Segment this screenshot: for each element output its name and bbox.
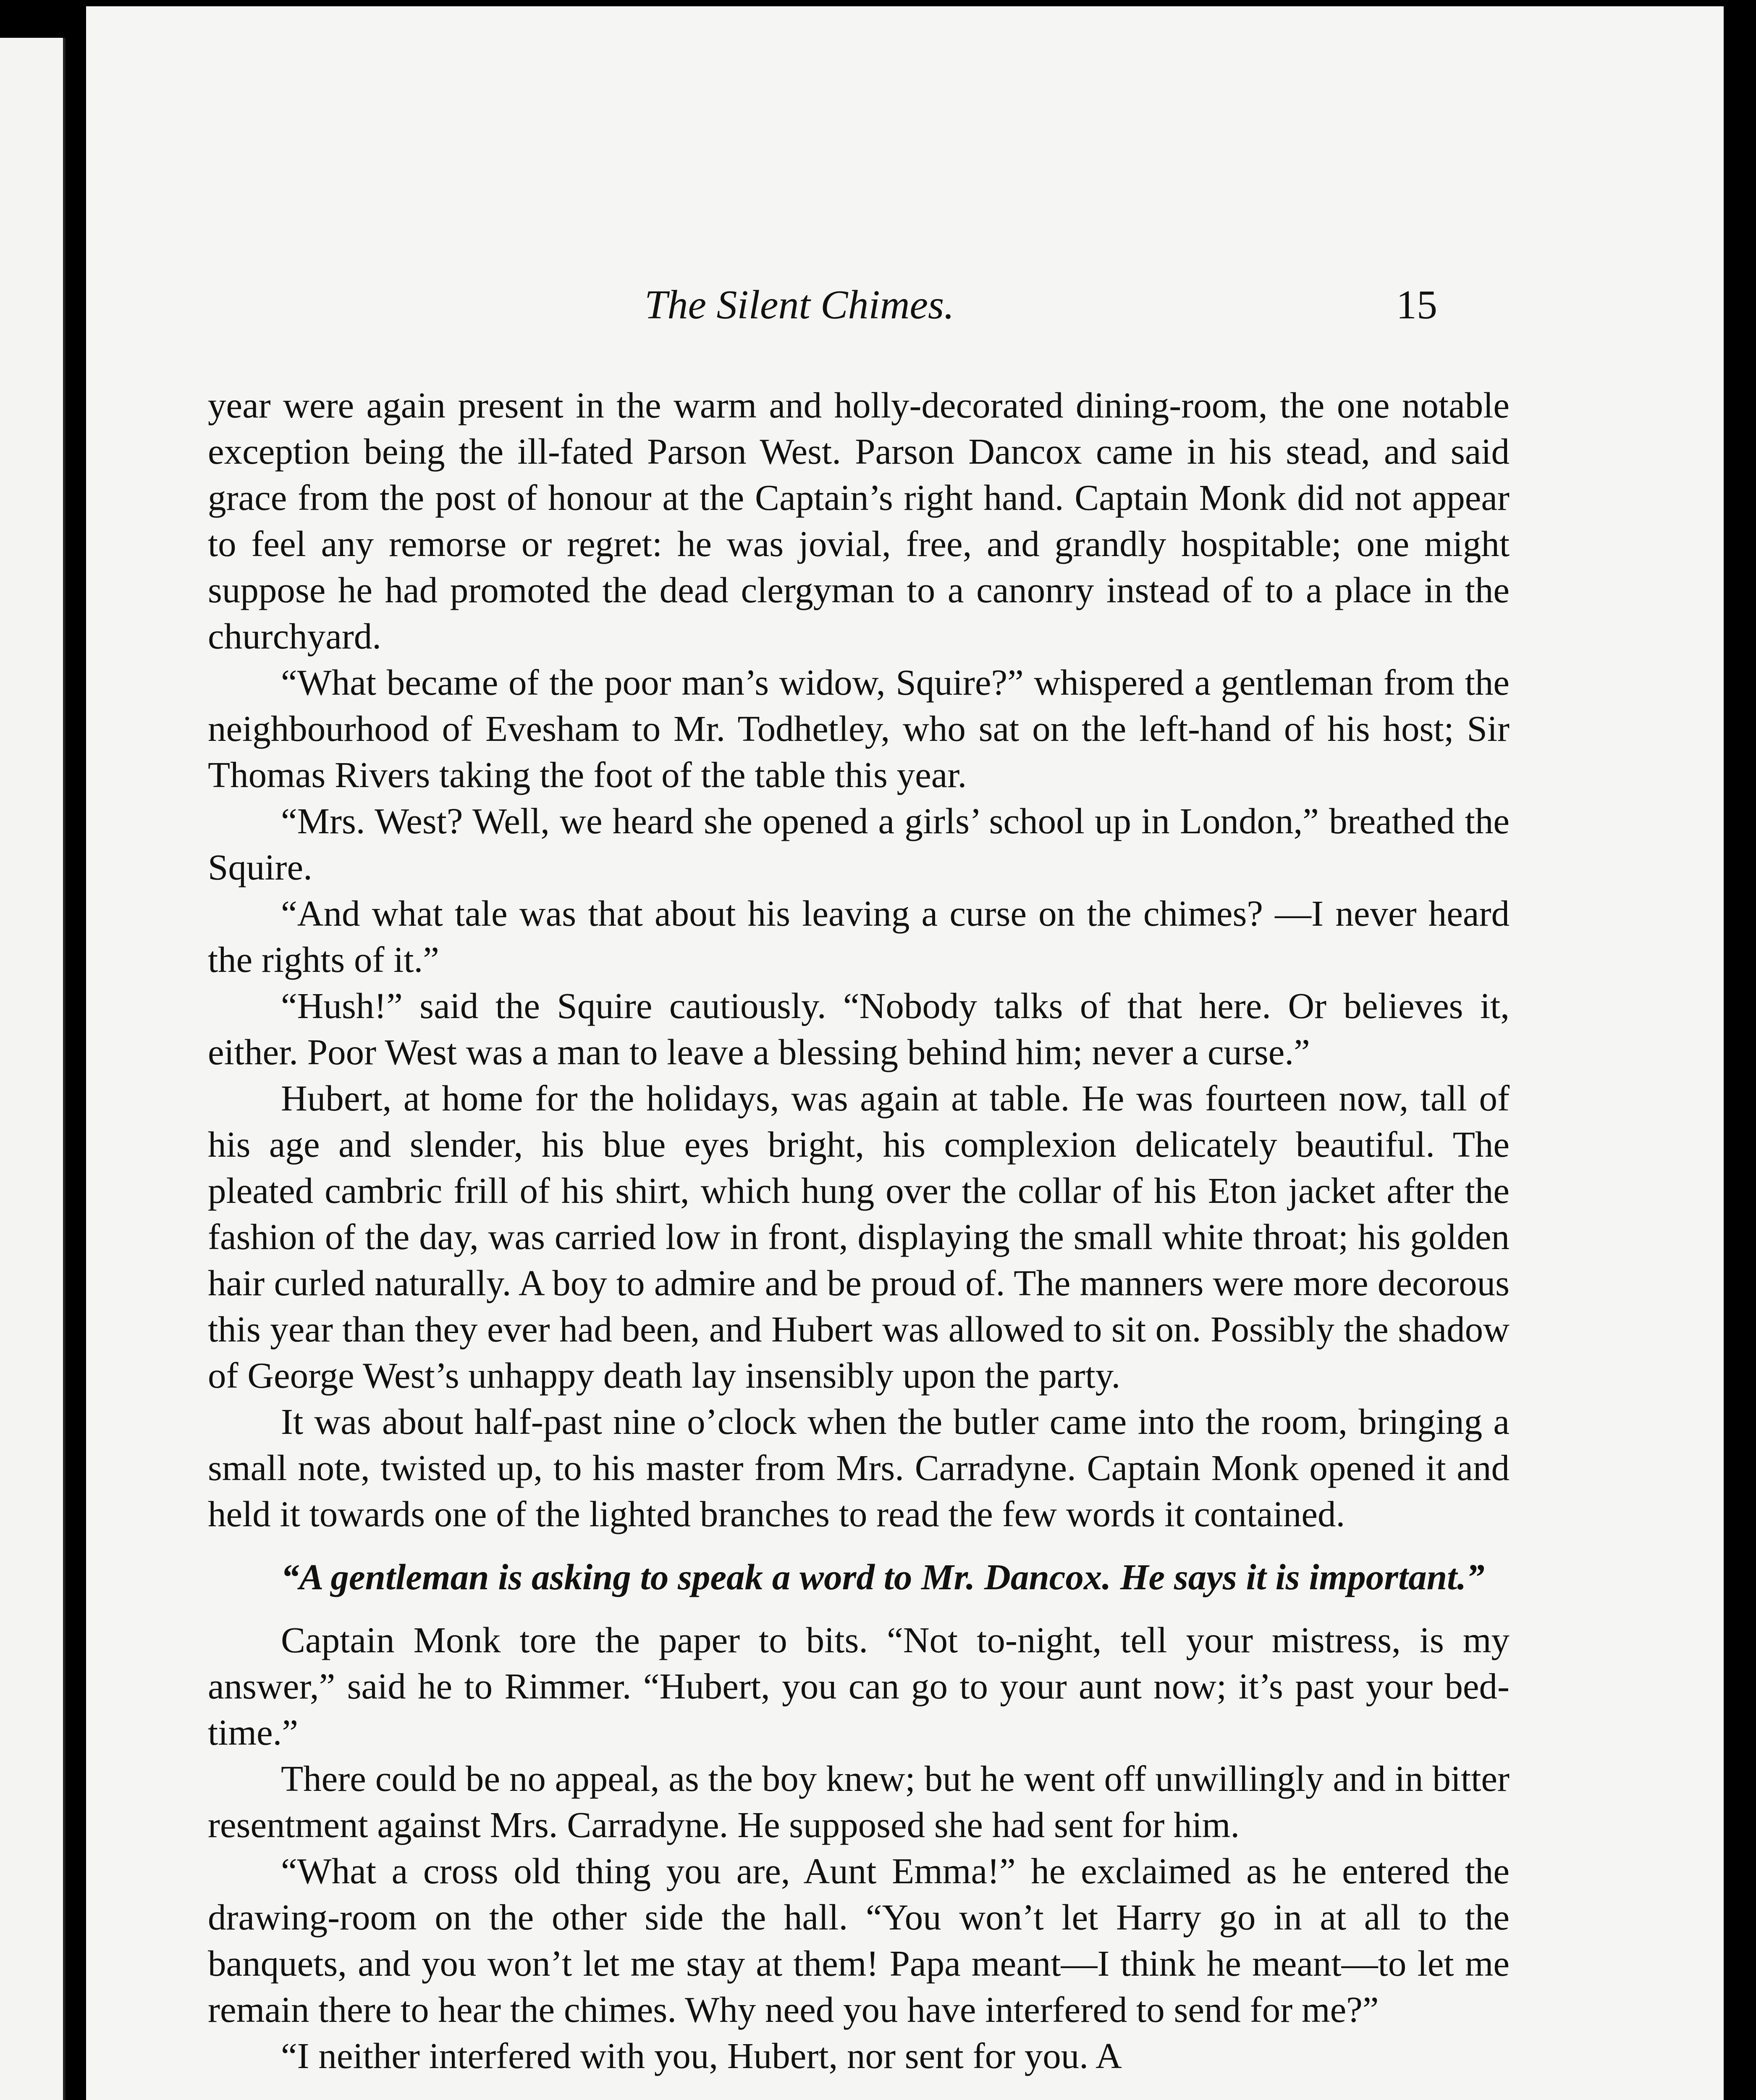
paragraph: “What became of the poor man’s widow, Squire?” whispered a gentleman from the neighbourhood of Evesham to Mr. Todhetley, who sat on the left-hand of his host; Sir Thomas Rivers taking the foot of the table this year. [208, 662, 1510, 795]
paragraph: “I neither interfered with you, Hubert, nor sent for you. A [281, 2035, 1122, 2076]
page-body [208, 382, 1510, 2079]
paragraph: Captain Monk tore the paper to bits. “Not to-night, tell your mistress, is my answer,” said he to Rimmer. “Hubert, you can go to your aunt now; it’s past your bed-time.” [208, 1620, 1510, 1753]
paragraph: “Hush!” said the Squire cautiously. “Nobody talks of that here. Or believes it, either. Poor West was a man to leave a blessing behind him; never a curse.” [208, 985, 1510, 1072]
paragraph: There could be no appeal, as the boy knew; but he went off unwillingly and in bitter resentment against Mrs. Carradyne. He supposed she had sent for him. [208, 1758, 1510, 1845]
running-title: The Silent Chimes. [645, 282, 954, 328]
page-number: 15 [1396, 282, 1437, 328]
paragraph: Hubert, at home for the holidays, was again at table. He was fourteen now, tall of his age and slender, his blue eyes bright, his complexion delicately beautiful. The pleated cambric frill of his shirt, which hung over the collar of his Eton jacket after the fashion of the day, was carried low in front, displaying the small white throat; his golden hair curled naturally. A boy to admire and be proud of. The manners were more decorous this year than they ever had been, and Hubert was allowed to sit on. Possibly the shadow of George West’s unhappy death lay insensibly upon the party. [208, 1078, 1510, 1396]
paragraph: “And what tale was that about his leaving a curse on the chimes? —I never heard the rights of it.” [208, 893, 1510, 980]
paragraph: “A gentleman is asking to speak a word to Mr. Dancox. He says it is important.” [281, 1557, 1485, 1597]
paragraph: “What a cross old thing you are, Aunt Emma!” he exclaimed as he entered the drawing-room on the other side the hall. “You won’t let Harry go in at all to the banquets, and you won’t let me stay at them! Papa meant—I think he meant—to let me remain there to hear the chimes. Why need you have interfered to send for me?” [208, 1851, 1510, 2030]
paragraph: “Mrs. West? Well, we heard she opened a girls’ school up in London,” breathed the Squire. [208, 801, 1510, 887]
facing-page-edge [0, 38, 66, 2100]
paragraph: year were again present in the warm and holly-decorated dining-room, the one notable exception being the ill-fated Parson West. Parson Dancox came in his stead, and said grace from the post of honour at the Captain’s right hand. Captain Monk did not appear to feel any remorse or regret: he was jovial, free, and grandly hospitable; one might suppose he had promoted the dead clergyman to a canonry instead of to a place in the churchyard. [208, 385, 1510, 656]
paragraph: It was about half-past nine o’clock when the butler came into the room, bringing a small note, twisted up, to his master from Mrs. Carradyne. Captain Monk opened it and held it towards one of the lighted branches to read the few words it contained. [208, 1401, 1510, 1534]
book-page [86, 6, 1724, 2100]
